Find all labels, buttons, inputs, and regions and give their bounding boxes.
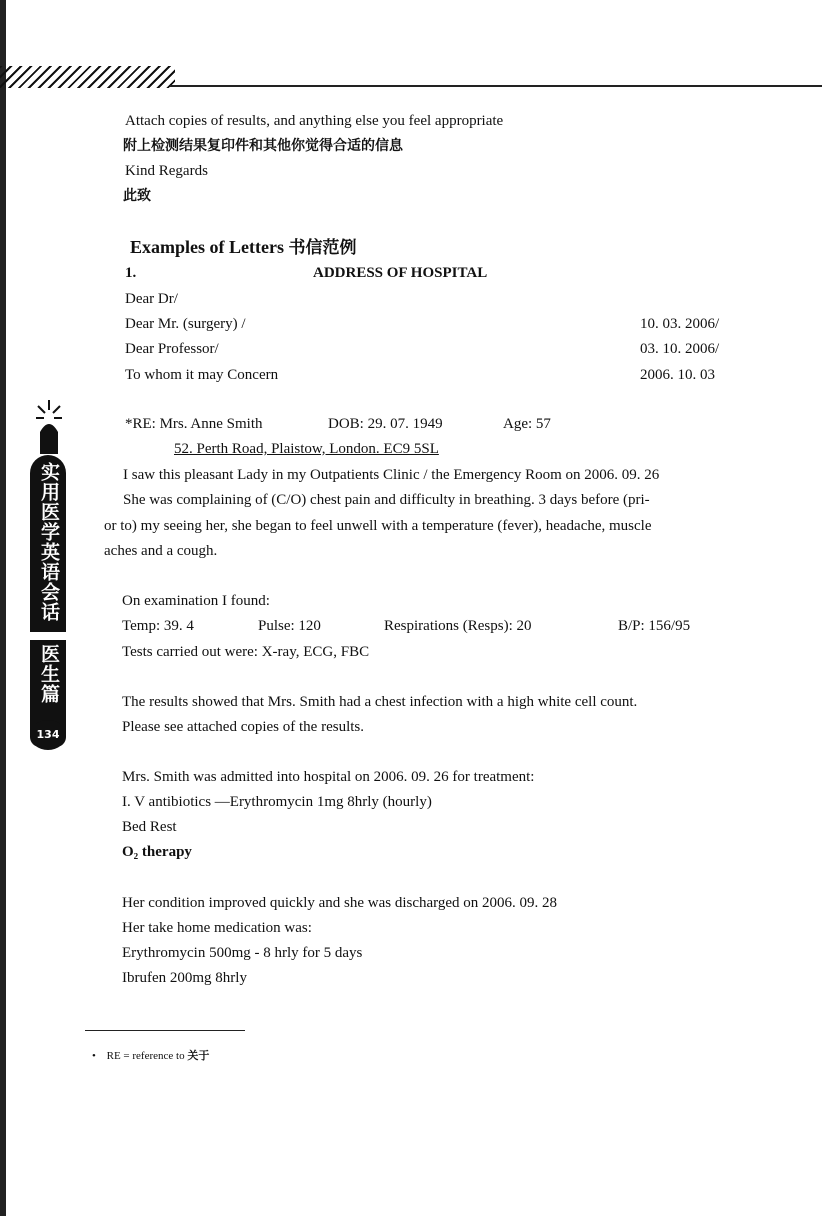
exam-bp: B/P: 156/95 xyxy=(618,618,691,634)
results-line-1: The results showed that Mrs. Smith had a chest infection with a high white cell count. xyxy=(122,694,638,710)
salutation-professor: Dear Professor/ xyxy=(125,341,219,357)
section-heading xyxy=(130,238,356,257)
salutation-whom: To whom it may Concern xyxy=(125,367,279,383)
section-heading-cn: 书信范例 xyxy=(288,238,357,258)
exam-pulse: Pulse: 120 xyxy=(258,618,321,634)
treatment-line-1: Mrs. Smith was admitted into hospital on 2006. 09. 26 for treatment: xyxy=(122,769,535,785)
results-line-2: Please see attached copies of the results. xyxy=(122,719,364,735)
salutation-dr: Dear Dr/ xyxy=(125,291,178,307)
intro-line-2-cn: 此致 xyxy=(123,188,151,204)
page-number: 134 xyxy=(30,720,66,750)
date-format-3: 2006. 10. 03 xyxy=(640,367,715,383)
intro-line-1: Attach copies of results, and anything else you feel appropriate xyxy=(125,113,504,129)
sidebar-section: 医生篇 xyxy=(38,644,60,704)
body-line-2: She was complaining of (C/O) chest pain and difficulty in breathing. 3 days before (pri- xyxy=(123,492,650,508)
date-format-1: 10. 03. 2006/ xyxy=(640,316,720,332)
footnote-rule xyxy=(85,1030,245,1031)
exam-tests: Tests carried out were: X-ray, ECG, FBC xyxy=(122,644,370,660)
body-line-1: I saw this pleasant Lady in my Outpatients Clinic / the Emergency Room on 2006. 09. 26 xyxy=(123,467,660,483)
re-patient: *RE: Mrs. Anne Smith xyxy=(125,416,263,432)
salutation-mr: Dear Mr. (surgery) / xyxy=(125,316,246,332)
hospital-address: ADDRESS OF HOSPITAL xyxy=(313,265,488,281)
body-line-3: or to) my seeing her, she began to feel unwell with a temperature (fever), headache, muscle xyxy=(104,518,652,534)
discharge-line-2: Her take home medication was: xyxy=(122,920,312,936)
section-heading-en: Examples of Letters xyxy=(130,237,284,257)
footnote-text: RE = reference to xyxy=(106,1050,185,1062)
letter-number: 1. xyxy=(125,265,137,281)
patient-address: 52. Perth Road, Plaistow, London. EC9 5SL xyxy=(174,441,439,457)
sidebar-book-title: 实用医学英语会话 xyxy=(38,462,60,622)
sidebar-divider xyxy=(30,632,66,640)
treatment-line-2: I. V antibiotics —Erythromycin 1mg 8hrly (hourly) xyxy=(122,794,432,810)
intro-line-1-cn: 附上检测结果复印件和其他你觉得合适的信息 xyxy=(123,138,403,154)
discharge-line-1: Her condition improved quickly and she was discharged on 2006. 09. 28 xyxy=(122,895,558,911)
exam-temp: Temp: 39. 4 xyxy=(122,618,194,634)
exam-intro: On examination I found: xyxy=(122,593,270,609)
treatment-line-4: O₂ therapy xyxy=(122,844,192,860)
date-format-2: 03. 10. 2006/ xyxy=(640,341,720,357)
body-line-4: aches and a cough. xyxy=(104,543,218,559)
discharge-line-4: Ibrufen 200mg 8hrly xyxy=(122,970,247,986)
page-left-edge xyxy=(0,0,6,1216)
footnote xyxy=(92,1050,209,1062)
header-hatch-decoration xyxy=(0,66,175,88)
sidebar-burst-icon xyxy=(34,398,64,454)
intro-line-2: Kind Regards xyxy=(125,163,208,179)
re-age: Age: 57 xyxy=(503,416,551,432)
footnote-bullet-icon: • xyxy=(92,1050,96,1062)
re-dob: DOB: 29. 07. 1949 xyxy=(328,416,443,432)
footnote-cn: 关于 xyxy=(187,1049,210,1062)
treatment-line-3: Bed Rest xyxy=(122,819,177,835)
header-rule xyxy=(170,85,822,87)
discharge-line-3: Erythromycin 500mg - 8 hrly for 5 days xyxy=(122,945,363,961)
exam-resps: Respirations (Resps): 20 xyxy=(384,618,532,634)
